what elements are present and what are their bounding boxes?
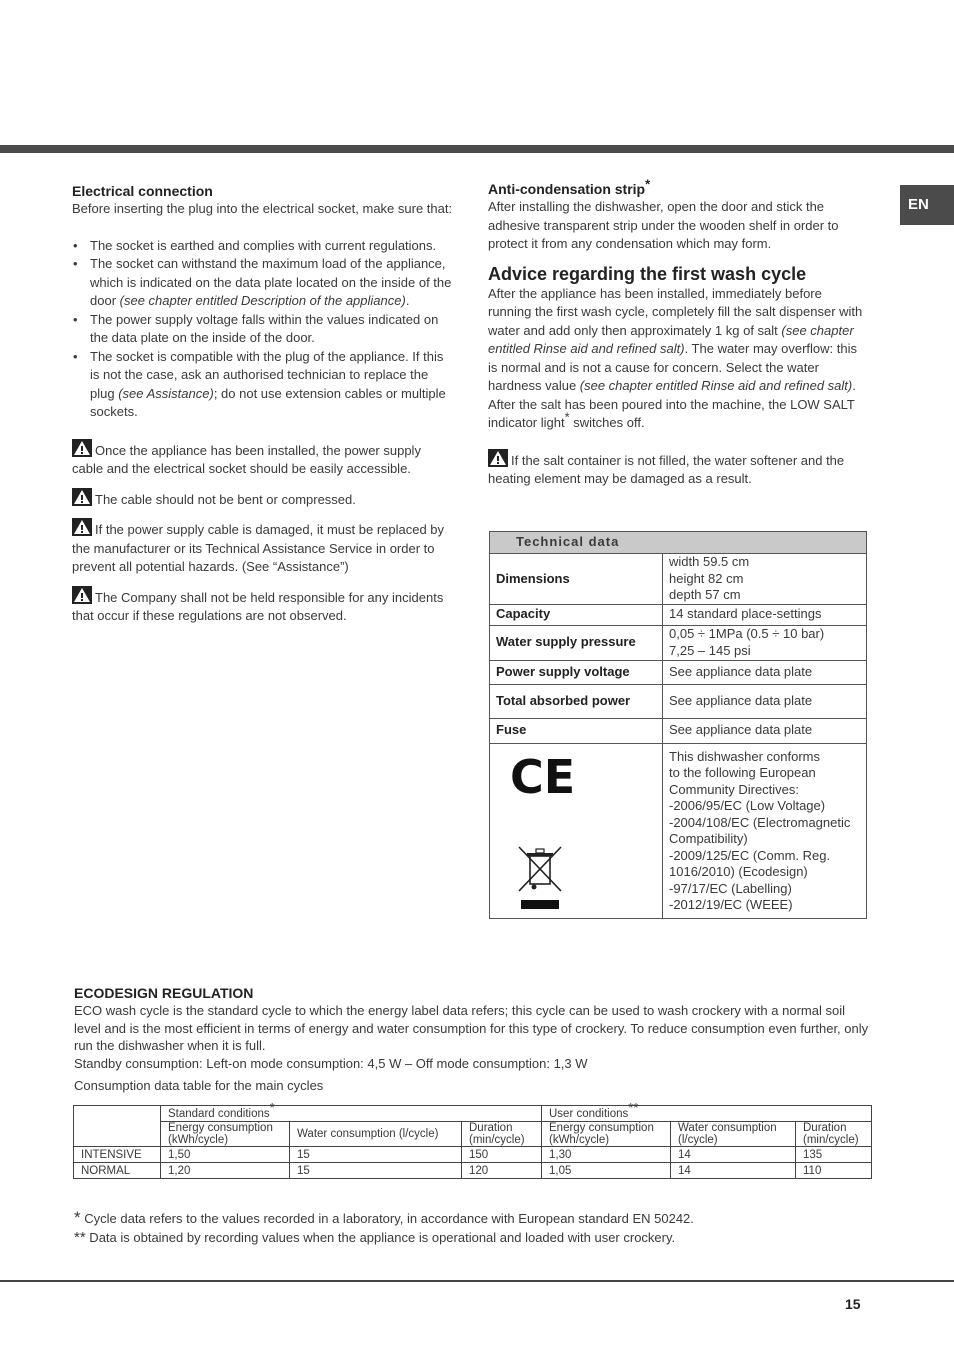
advice-text: After the appliance has been installed, immediately before running the first wash cycle, completely fill the salt dispenser with water and add only then approximately 1 kg of salt (see chapter entitled Rinse aid and refined salt). The water may overflow: this is normal and is not a cause for concern. Select the water hardness value (see chapter entitled Rinse aid and refined salt). After the salt has been poured into the machine, the LOW SALT indicator light* switches off. xyxy=(488,285,863,430)
list-item: • The socket can withstand the maximum load of the appliance, which is indicated on the data plate located on the inside of the door (see chapter entitled Description of the appliance). xyxy=(72,255,454,311)
table-row: NORMAL 1,20 15 120 1,05 14 110 xyxy=(74,1163,872,1179)
warning-note: The Company shall not be held responsible for any incidents that occur if these regulations are not observed. xyxy=(72,586,454,626)
table-row: Water supply pressure 0,05 ÷ 1MPa (0.5 ÷ 10 bar) 7,25 – 145 psi xyxy=(490,625,867,660)
list-item: • The power supply voltage falls within the values indicated on the data plate on the inside of the door. xyxy=(72,311,454,348)
table-header: Technical data xyxy=(490,532,867,554)
table-row: Fuse See appliance data plate xyxy=(490,718,867,743)
ecodesign-section xyxy=(74,984,874,1095)
table-row: Power supply voltage See appliance data plate xyxy=(490,660,867,684)
warning-icon xyxy=(72,586,92,604)
warning-icon xyxy=(72,518,92,536)
electrical-title: Electrical connection xyxy=(72,183,213,199)
table-row: Total absorbed power See appliance data plate xyxy=(490,684,867,718)
top-bar xyxy=(0,145,954,153)
warning-note: The cable should not be bent or compressed. xyxy=(72,488,454,510)
bottom-rule xyxy=(0,1280,954,1282)
warning-note: If the power supply cable is damaged, it must be replaced by the manufacturer or its Technical Assistance Service in order to prevent all potential hazards. (See “Assistance”) xyxy=(72,518,454,577)
right-column xyxy=(488,176,868,489)
std-conditions-header: Standard conditions* xyxy=(161,1106,542,1122)
warning-note: Once the appliance has been installed, the power supply cable and the electrical socket should be easily accessible. xyxy=(72,439,454,479)
ecodesign-title: ECODESIGN REGULATION xyxy=(74,985,254,1001)
table-row: Capacity 14 standard place-settings xyxy=(490,604,867,625)
list-item: • The socket is compatible with the plug of the appliance. If this is not the case, ask an authorised technician to replace the plug (see Assistance); do not use extension cables or multiple sockets. xyxy=(72,348,454,422)
crossed-bin-icon xyxy=(517,844,565,914)
advice-title: Advice regarding the first wash cycle xyxy=(488,263,807,284)
anticond-title: Anti-condensation strip* xyxy=(488,176,651,197)
warning-icon xyxy=(72,439,92,457)
list-item: • The socket is earthed and complies with current regulations. xyxy=(72,237,454,256)
anticond-text: After installing the dishwasher, open the door and stick the adhesive transparent strip under the wooden shelf in order to protect it from any condensation which may form. xyxy=(488,199,839,251)
warning-icon xyxy=(488,449,508,467)
ecodesign-text: ECO wash cycle is the standard cycle to which the energy label data refers; this cycle can be used to wash crockery with a normal soil level and is the most efficient in terms of energy and water consumption for this type of crockery. To reduce consumption even further, only run the dishwasher when it is full. xyxy=(74,1003,869,1053)
marks-cell xyxy=(490,743,663,918)
warning-note: If the salt container is not filled, the water softener and the heating element may be damaged as a result. xyxy=(488,449,868,489)
footnote: ** Data is obtained by recording values when the appliance is operational and loaded with user crockery. xyxy=(74,1229,676,1246)
warning-icon xyxy=(72,488,92,506)
svg-text:CE: CE xyxy=(510,749,576,804)
user-conditions-header: User conditions** xyxy=(542,1106,872,1122)
table-row: Dimensions width 59.5 cm height 82 cm depth 57 cm xyxy=(490,554,867,605)
electrical-list xyxy=(72,237,454,422)
ce-mark-icon xyxy=(510,749,576,804)
electrical-section xyxy=(72,182,454,626)
technical-data-table xyxy=(489,531,867,919)
table-row: INTENSIVE 1,50 15 150 1,30 14 135 xyxy=(74,1147,872,1163)
consumption-table: Standard conditions* User conditions** Energy consumption (kWh/cycle) Water consumption (l/cycle) Duration (min/cycle) Energy consumption (kWh/cycle) Water consumption (l/cycle) Duration (min/cycle) INTENSIVE 1,50 15 150 1,30 14 135 NORMAL 1,20 15 120 1,05 14 110 xyxy=(73,1105,872,1179)
electrical-intro: Before inserting the plug into the electrical socket, make sure that: xyxy=(72,201,453,216)
table-row xyxy=(490,743,867,918)
footnote: * Cycle data refers to the values recorded in a laboratory, in accordance with European standard EN 50242. xyxy=(74,1208,694,1227)
page-number: 15 xyxy=(845,1296,861,1312)
directives-cell: This dishwasher conforms to the following European Community Directives: -2006/95/EC (Low Voltage) -2004/108/EC (Electromagnetic Compatibility) -2009/125/EC (Comm. Reg. 1016/2010) (Ecodesign) -97/17/EC (Labelling) -2012/19/EC (WEEE) xyxy=(663,743,867,918)
standby-text: Standby consumption: Left-on mode consumption: 4,5 W – Off mode consumption: 1,3 W xyxy=(74,1055,588,1071)
language-tab: EN xyxy=(900,185,954,225)
table-caption: Consumption data table for the main cycles xyxy=(74,1078,324,1093)
footnotes xyxy=(74,1208,874,1247)
